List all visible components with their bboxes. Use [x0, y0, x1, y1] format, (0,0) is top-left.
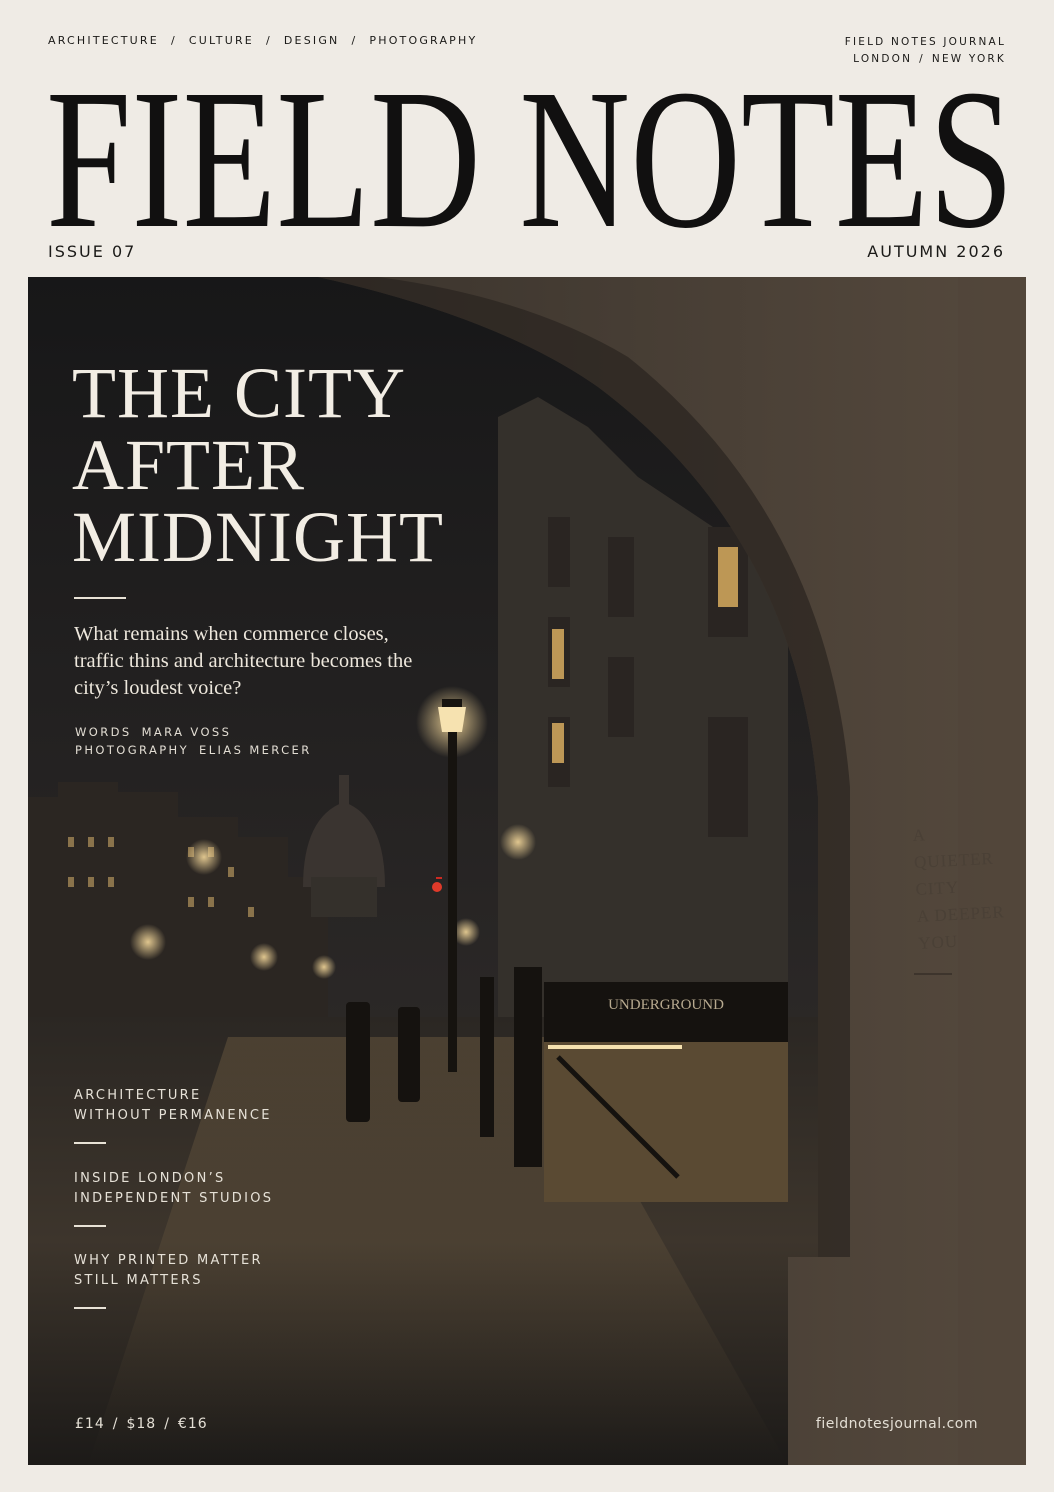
wall-text-line: A DEEPER [916, 902, 1006, 926]
wall-text [912, 817, 1007, 956]
credit-words [75, 723, 312, 741]
wall-text-line: YOU [917, 931, 959, 953]
section-nav [48, 34, 477, 47]
price-gbp: £14 [75, 1416, 105, 1432]
wall-text-line: QUIETER [913, 848, 995, 872]
cover-line-text: INSIDE LONDON’S [74, 1171, 226, 1186]
nav-separator: / [351, 34, 358, 47]
cover-line-3[interactable] [74, 1251, 263, 1290]
credit-name: MARA VOSS [141, 725, 232, 739]
cover-headline [72, 353, 444, 577]
credit-name: ELIAS MERCER [199, 743, 312, 757]
issue-number: ISSUE 07 [48, 242, 137, 261]
price-eur: €16 [177, 1416, 208, 1432]
cover-line-divider [74, 1307, 106, 1309]
cover-line-1[interactable] [74, 1086, 272, 1125]
cover-line-text: INDEPENDENT STUDIOS [74, 1190, 274, 1206]
cover-line-text: WHY PRINTED MATTER [74, 1253, 263, 1268]
nav-separator: / [265, 34, 272, 47]
city-separator: / [919, 53, 925, 65]
city-new-york: NEW YORK [931, 53, 1006, 65]
masthead-title: FIELD NOTES [46, 56, 1014, 236]
credit-photography [75, 741, 312, 759]
cover-line-divider [74, 1225, 106, 1227]
price-separator: / [164, 1416, 170, 1432]
nav-item-photography[interactable]: PHOTOGRAPHY [369, 34, 478, 47]
headline-line: MIDNIGHT [72, 497, 444, 577]
wall-text-line: A [912, 825, 927, 845]
nav-item-architecture[interactable]: ARCHITECTURE [48, 34, 159, 47]
credit-role: PHOTOGRAPHY [75, 743, 190, 757]
cover-dek: What remains when commerce closes, traffic thins and architecture becomes the city’s loudest voice? [74, 623, 413, 699]
cover-photo [28, 277, 1026, 1465]
wall-text-line: CITY [915, 877, 960, 899]
issue-season: AUTUMN 2026 [867, 242, 1005, 261]
price-usd: $18 [126, 1416, 157, 1432]
publisher-name: FIELD NOTES JOURNAL [844, 36, 1006, 48]
website-link[interactable]: fieldnotesjournal.com [815, 1416, 978, 1432]
cover-line-text: ARCHITECTURE [74, 1088, 202, 1103]
nav-item-culture[interactable]: CULTURE [188, 34, 254, 47]
price-separator: / [112, 1416, 119, 1432]
nav-item-design[interactable]: DESIGN [283, 34, 340, 47]
cover-price [75, 1416, 208, 1432]
nav-separator: / [170, 34, 177, 47]
underground-sign: UNDERGROUND [608, 997, 724, 1013]
cover-line-text: STILL MATTERS [74, 1272, 203, 1288]
headline-line: AFTER [72, 425, 306, 505]
headline-line: THE CITY [72, 353, 406, 433]
masthead [44, 56, 1016, 236]
headline-divider [74, 597, 126, 599]
city-london: LONDON [853, 53, 913, 65]
cover-credits [75, 723, 312, 759]
cover-line-text: WITHOUT PERMANENCE [74, 1107, 272, 1123]
cover-line-divider [74, 1142, 106, 1144]
cover-line-2[interactable] [74, 1169, 273, 1208]
credit-role: WORDS [75, 725, 132, 739]
